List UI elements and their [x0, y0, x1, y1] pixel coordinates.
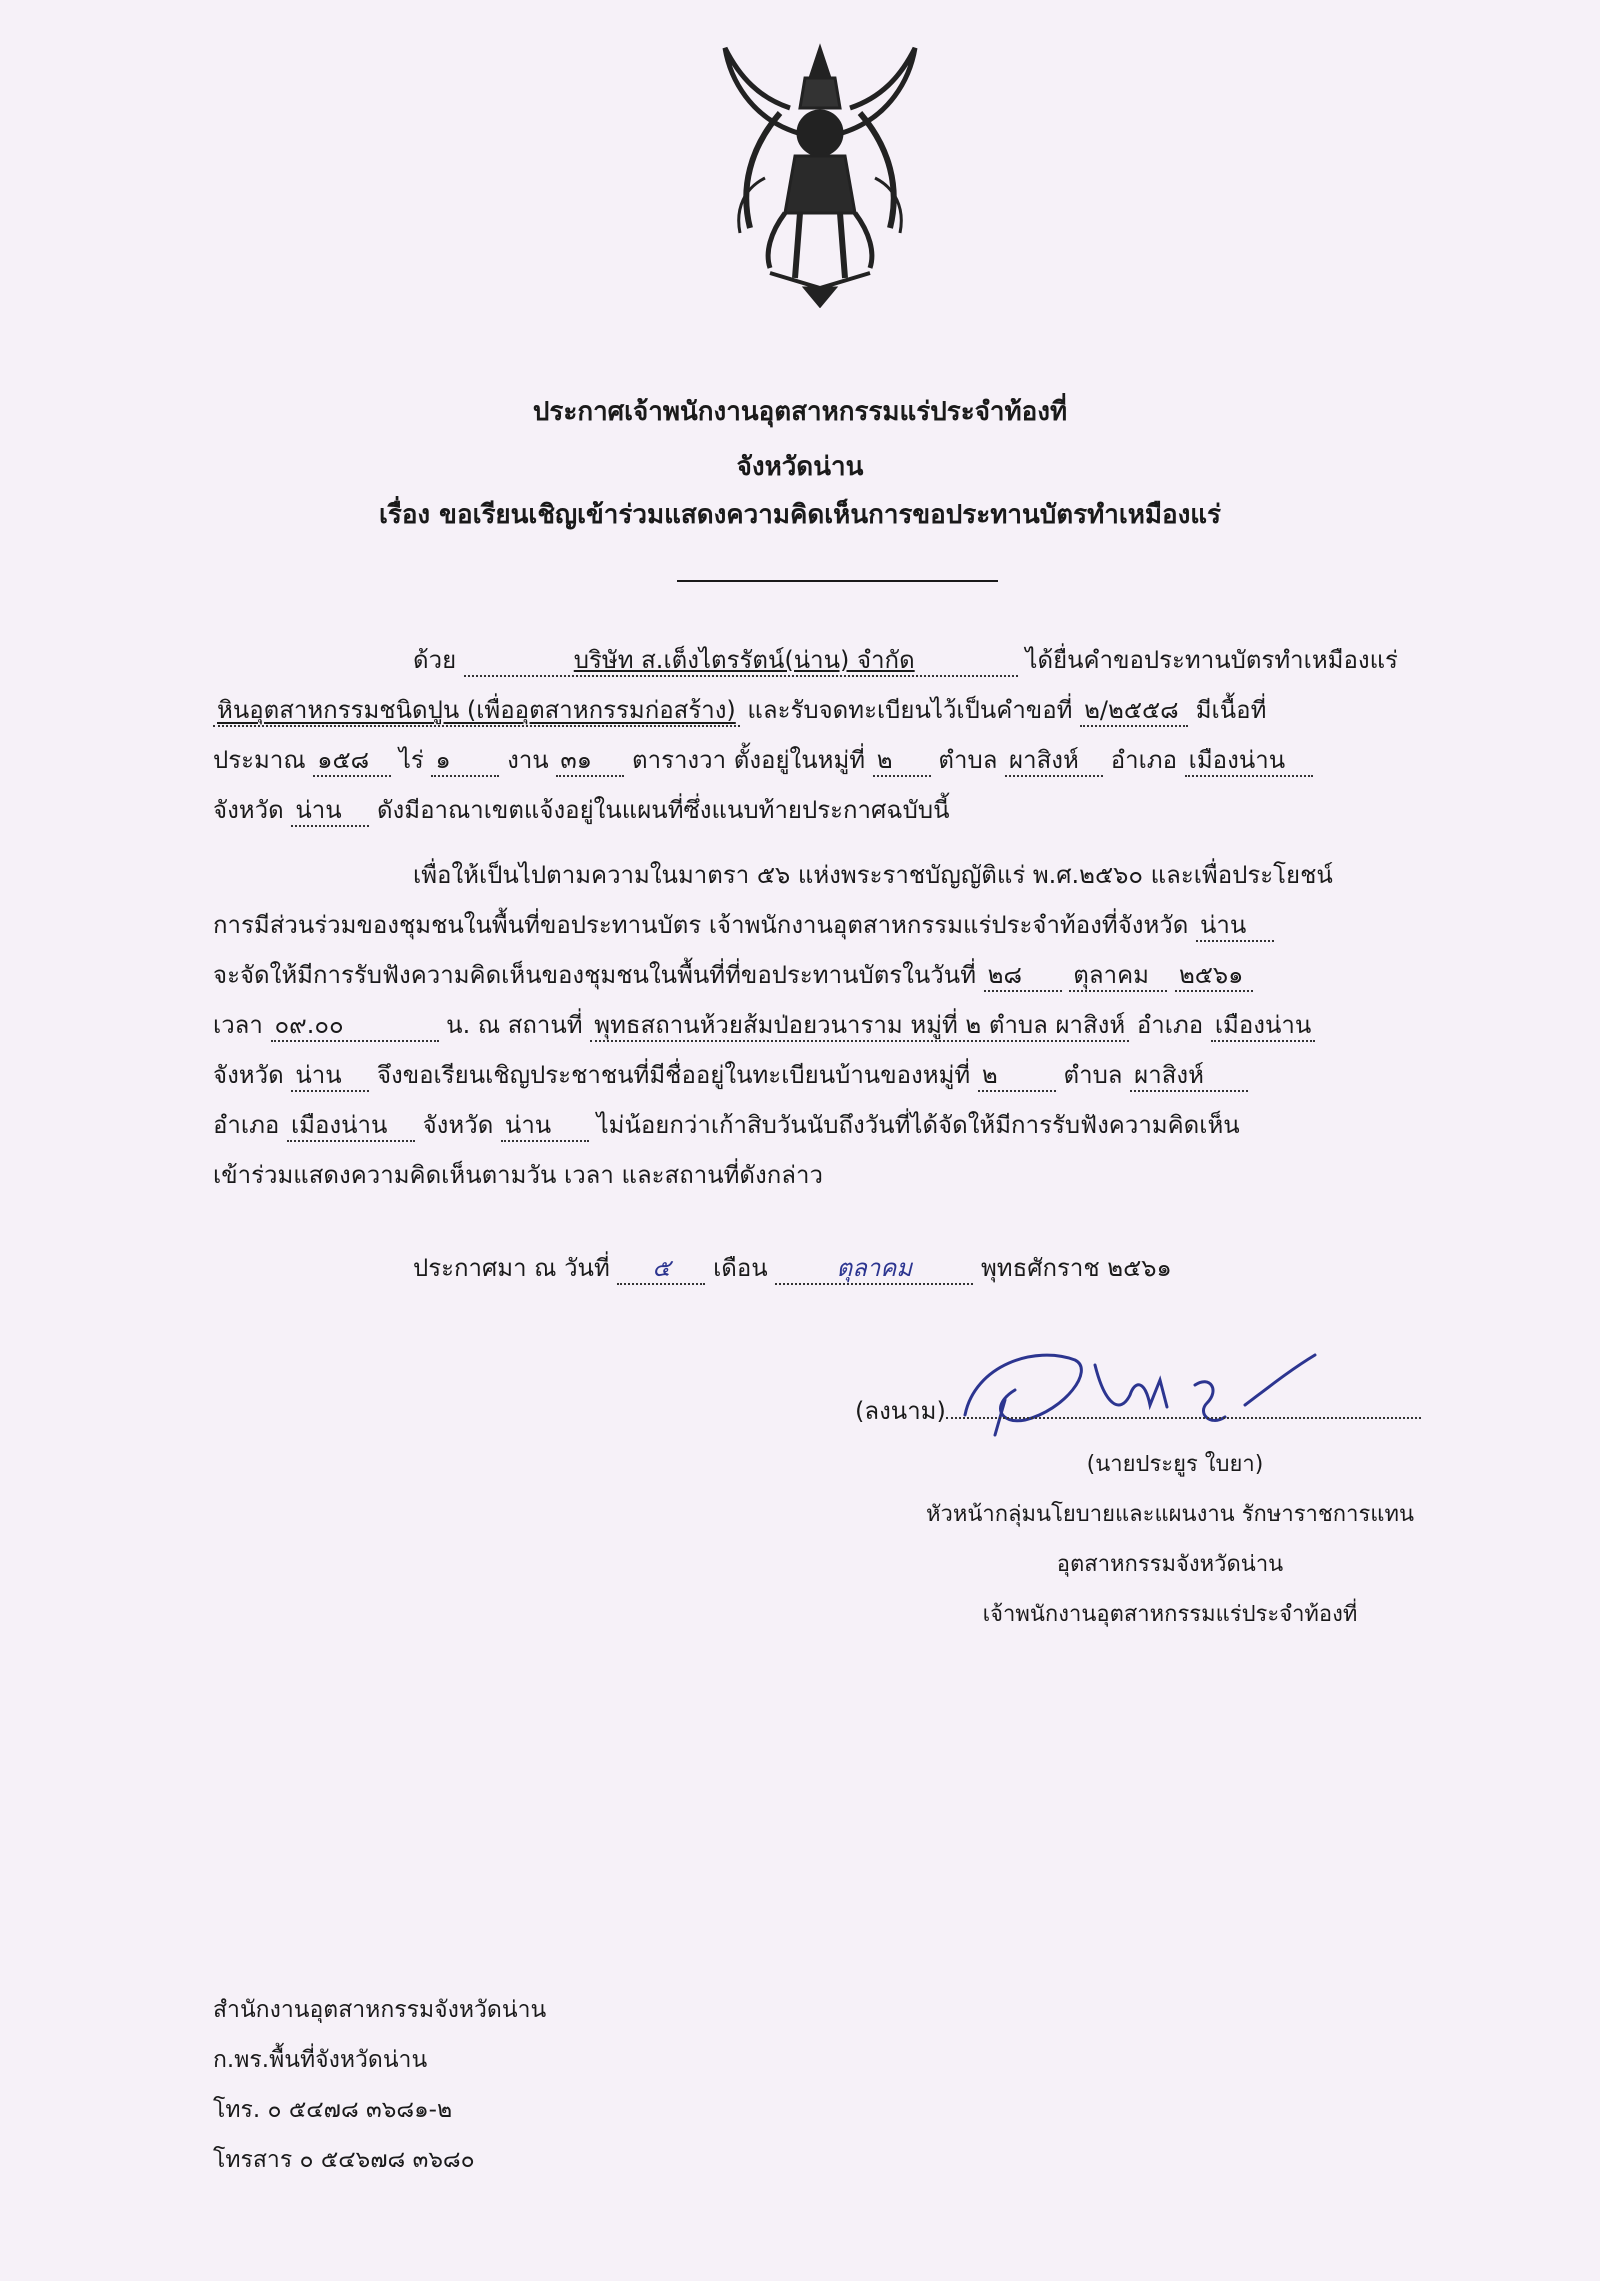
para1-line1 — [413, 642, 1398, 678]
para1-line4 — [213, 792, 949, 828]
request-number: ๒/๒๕๕๘ — [1080, 695, 1188, 727]
footer-unit: ก.พร.พื้นที่จังหวัดน่าน — [213, 2047, 428, 2073]
sign-line — [855, 1393, 1421, 1429]
text: อำเภอ — [213, 1111, 280, 1139]
tambon: ผาสิงห์ — [1005, 745, 1103, 777]
signature-dotted-line — [946, 1395, 1421, 1419]
para2-line1: เพื่อให้เป็นไปตามความในมาตรา ๕๖ แห่งพระราชบัญญัติแร่ พ.ศ.๒๕๖๐ และเพื่อประโยชน์ — [413, 861, 1333, 889]
footer-tel: โทร. ๐ ๕๔๗๘ ๓๖๘๑-๒ — [213, 2097, 453, 2123]
para1-line3 — [213, 742, 1313, 778]
amphoe: เมืองน่าน — [1211, 1010, 1315, 1042]
text: มีเนื้อที่ — [1195, 696, 1267, 724]
text: ตารางวา ตั้งอยู่ในหมู่ที่ — [632, 746, 866, 774]
venue: พุทธสถานห้วยส้มป่อยวนาราม หมู่ที่ ๒ ตำบล ผาสิงห์ — [590, 1010, 1129, 1042]
text: ไม่น้อยกว่าเก้าสิบวันนับถึงวันที่ได้จัดให้มีการรับฟังความคิดเห็น — [596, 1111, 1240, 1139]
text: ได้ยื่นคำขอประทานบัตรทำเหมืองแร่ — [1025, 646, 1398, 674]
text: งาน — [507, 746, 549, 774]
sign-label: (ลงนาม) — [855, 1397, 946, 1425]
signer-position-1: หัวหน้ากลุ่มนโยบายและแผนงาน รักษาราชการแทน — [925, 1502, 1415, 1527]
province: น่าน — [501, 1110, 589, 1142]
para1-line2 — [213, 692, 1266, 728]
para2-line5 — [213, 1057, 1248, 1093]
hearing-time: ๐๙.๐๐ — [271, 1010, 439, 1042]
announce-month: ตุลาคม — [775, 1253, 973, 1285]
company-name: บริษัท ส.เต็งไตรรัตน์(น่าน) จำกัด — [573, 646, 915, 674]
company-field — [464, 645, 1018, 677]
announce-date-line — [413, 1250, 1172, 1286]
text: เดือน — [713, 1254, 768, 1282]
para2-line6 — [213, 1107, 1240, 1143]
moo-number: ๒ — [873, 745, 931, 777]
para2-line7: เข้าร่วมแสดงความคิดเห็นตามวัน เวลา และสถานที่ดังกล่าว — [213, 1161, 823, 1189]
area-rai: ๑๕๘ — [313, 745, 391, 777]
province: น่าน — [291, 795, 369, 827]
text: ด้วย — [413, 646, 457, 674]
text: ประกาศมา ณ วันที่ — [413, 1254, 610, 1282]
text: จังหวัด — [422, 1111, 494, 1139]
text: ตำบล — [938, 746, 998, 774]
title-line-2: จังหวัดน่าน — [736, 452, 864, 482]
area-ngan: ๑ — [431, 745, 499, 777]
text: พุทธศักราช ๒๕๖๑ — [980, 1254, 1172, 1282]
garuda-emblem-icon — [710, 38, 930, 308]
text: ดังมีอาณาเขตแจ้งอยู่ในแผนที่ซึ่งแนบท้ายประกาศฉบับนี้ — [376, 796, 950, 824]
footer-fax: โทรสาร ๐ ๕๔๖๗๘ ๓๖๘๐ — [213, 2147, 475, 2173]
para2-line4 — [213, 1007, 1315, 1043]
text: จังหวัด — [213, 1061, 284, 1089]
moo-number: ๒ — [978, 1060, 1056, 1092]
hearing-month: ตุลาคม — [1069, 960, 1167, 992]
title-divider — [677, 580, 998, 582]
text: น. ณ สถานที่ — [446, 1011, 583, 1039]
text: ตำบล — [1063, 1061, 1123, 1089]
signer-position-2: อุตสาหกรรมจังหวัดน่าน — [1056, 1552, 1284, 1577]
signer-name: (นายประยูร ใบยา) — [1086, 1452, 1264, 1477]
para2-line2 — [213, 907, 1274, 943]
text: จังหวัด — [213, 796, 284, 824]
signer-position-3: เจ้าพนักงานอุตสาหกรรมแร่ประจำท้องที่ — [982, 1602, 1358, 1627]
hearing-year: ๒๕๖๑ — [1175, 960, 1253, 992]
mineral-type: หินอุตสาหกรรมชนิดปูน (เพื่ออุตสาหกรรมก่อสร้าง) — [213, 695, 740, 727]
amphoe: เมืองน่าน — [287, 1110, 415, 1142]
footer-office: สำนักงานอุตสาหกรรมจังหวัดน่าน — [213, 1997, 547, 2023]
area-wa: ๓๑ — [556, 745, 624, 777]
tambon: ผาสิงห์ — [1130, 1060, 1248, 1092]
text: อำเภอ — [1136, 1011, 1204, 1039]
text: ไร่ — [398, 746, 424, 774]
text: เวลา — [213, 1011, 263, 1039]
title-line-3: เรื่อง ขอเรียนเชิญเข้าร่วมแสดงความคิดเห็นการขอประทานบัตรทำเหมืองแร่ — [378, 500, 1222, 530]
hearing-day: ๒๘ — [984, 960, 1062, 992]
text: อำเภอ — [1110, 746, 1178, 774]
text: และรับจดทะเบียนไว้เป็นคำขอที่ — [747, 696, 1073, 724]
text: จะจัดให้มีการรับฟังความคิดเห็นของชุมชนในพื้นที่ที่ขอประทานบัตรในวันที่ — [213, 961, 977, 989]
text: การมีส่วนร่วมของชุมชนในพื้นที่ขอประทานบัตร เจ้าพนักงานอุตสาหกรรมแร่ประจำท้องที่จังหวัด — [213, 911, 1189, 939]
para2-line3 — [213, 957, 1253, 993]
announce-day: ๕ — [617, 1253, 705, 1285]
text: จึงขอเรียนเชิญประชาชนที่มีชื่ออยู่ในทะเบียนบ้านของหมู่ที่ — [376, 1061, 971, 1089]
title-line-1: ประกาศเจ้าพนักงานอุตสาหกรรมแร่ประจำท้องที่ — [532, 397, 1068, 427]
text: ประมาณ — [213, 746, 306, 774]
province: น่าน — [291, 1060, 369, 1092]
amphoe: เมืองน่าน — [1185, 745, 1313, 777]
province: น่าน — [1196, 910, 1274, 942]
